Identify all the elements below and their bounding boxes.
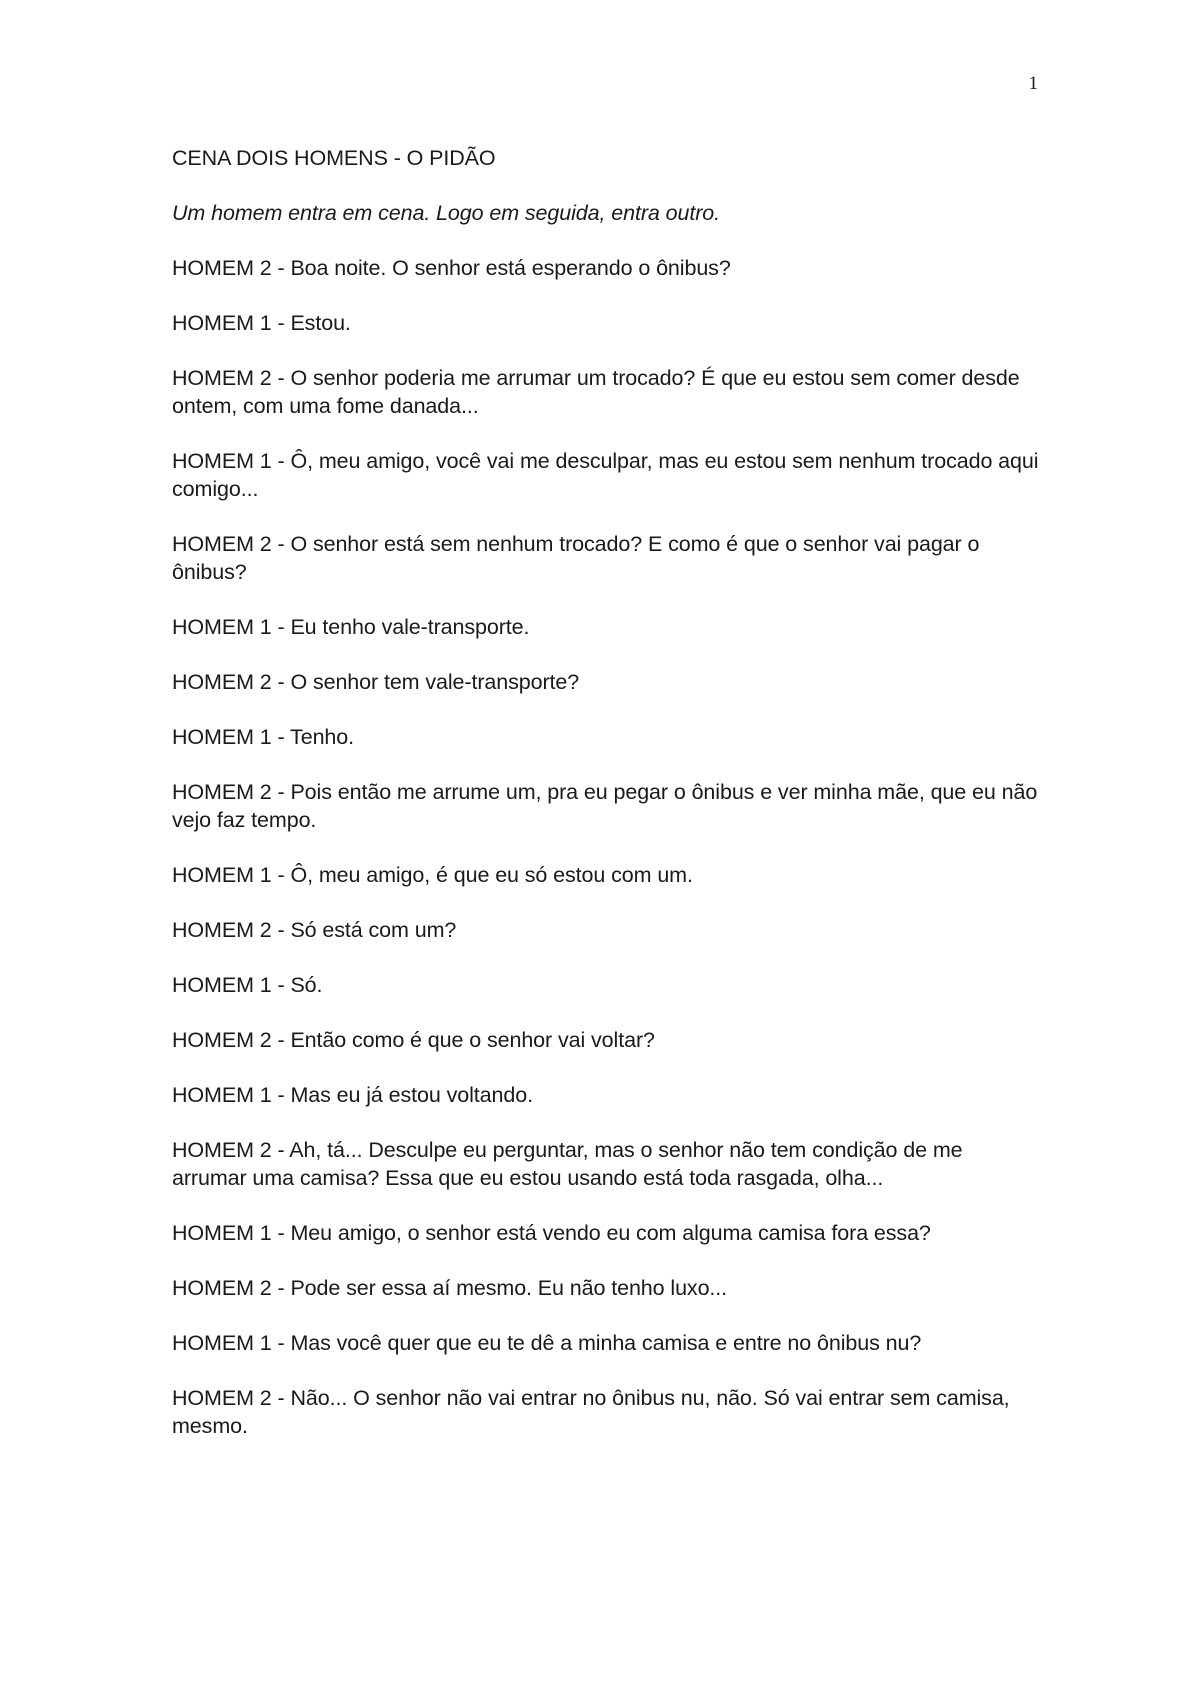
dialogue-line: HOMEM 2 - Ah, tá... Desculpe eu perguntar, mas o senhor não tem condição de me arrumar uma camisa? Essa que eu estou usando está toda rasgada, olha...: [172, 1138, 963, 1190]
dialogue-line: HOMEM 1 - Ô, meu amigo, você vai me desculpar, mas eu estou sem nenhum trocado aqui comigo...: [172, 449, 1039, 501]
dialogue-line: HOMEM 2 - O senhor está sem nenhum trocado? E como é que o senhor vai pagar o ônibus?: [172, 532, 980, 584]
page-number: 1: [1028, 73, 1038, 94]
script-body: [172, 144, 1040, 1467]
dialogue-line: HOMEM 2 - Pois então me arrume um, pra eu pegar o ônibus e ver minha mãe, que eu não vejo faz tempo.: [172, 780, 1038, 832]
dialogue-line: HOMEM 2 - Então como é que o senhor vai voltar?: [172, 1028, 655, 1052]
dialogue-line: HOMEM 1 - Ô, meu amigo, é que eu só estou com um.: [172, 863, 693, 887]
dialogue-line: HOMEM 1 - Mas você quer que eu te dê a minha camisa e entre no ônibus nu?: [172, 1331, 922, 1355]
dialogue-line: HOMEM 2 - Boa noite. O senhor está esperando o ônibus?: [172, 256, 731, 280]
dialogue-line: HOMEM 2 - O senhor tem vale-transporte?: [172, 670, 580, 694]
dialogue-line: HOMEM 1 - Eu tenho vale-transporte.: [172, 615, 530, 639]
dialogue-line: HOMEM 1 - Estou.: [172, 311, 351, 335]
dialogue-line: HOMEM 2 - O senhor poderia me arrumar um trocado? É que eu estou sem comer desde ontem, com uma fome danada...: [172, 366, 1020, 418]
dialogue-line: HOMEM 1 - Só.: [172, 973, 323, 997]
dialogue-line: HOMEM 2 - Só está com um?: [172, 918, 457, 942]
scene-title: CENA DOIS HOMENS - O PIDÃO: [172, 146, 496, 170]
dialogue-line: HOMEM 2 - Pode ser essa aí mesmo. Eu não tenho luxo...: [172, 1276, 728, 1300]
dialogue-line: HOMEM 1 - Mas eu já estou voltando.: [172, 1083, 533, 1107]
dialogue-line: HOMEM 2 - Não... O senhor não vai entrar no ônibus nu, não. Só vai entrar sem camisa, mesmo.: [172, 1386, 1010, 1438]
dialogue-line: HOMEM 1 - Tenho.: [172, 725, 355, 749]
stage-direction: Um homem entra em cena. Logo em seguida, entra outro.: [172, 201, 721, 225]
dialogue-line: HOMEM 1 - Meu amigo, o senhor está vendo eu com alguma camisa fora essa?: [172, 1221, 931, 1245]
